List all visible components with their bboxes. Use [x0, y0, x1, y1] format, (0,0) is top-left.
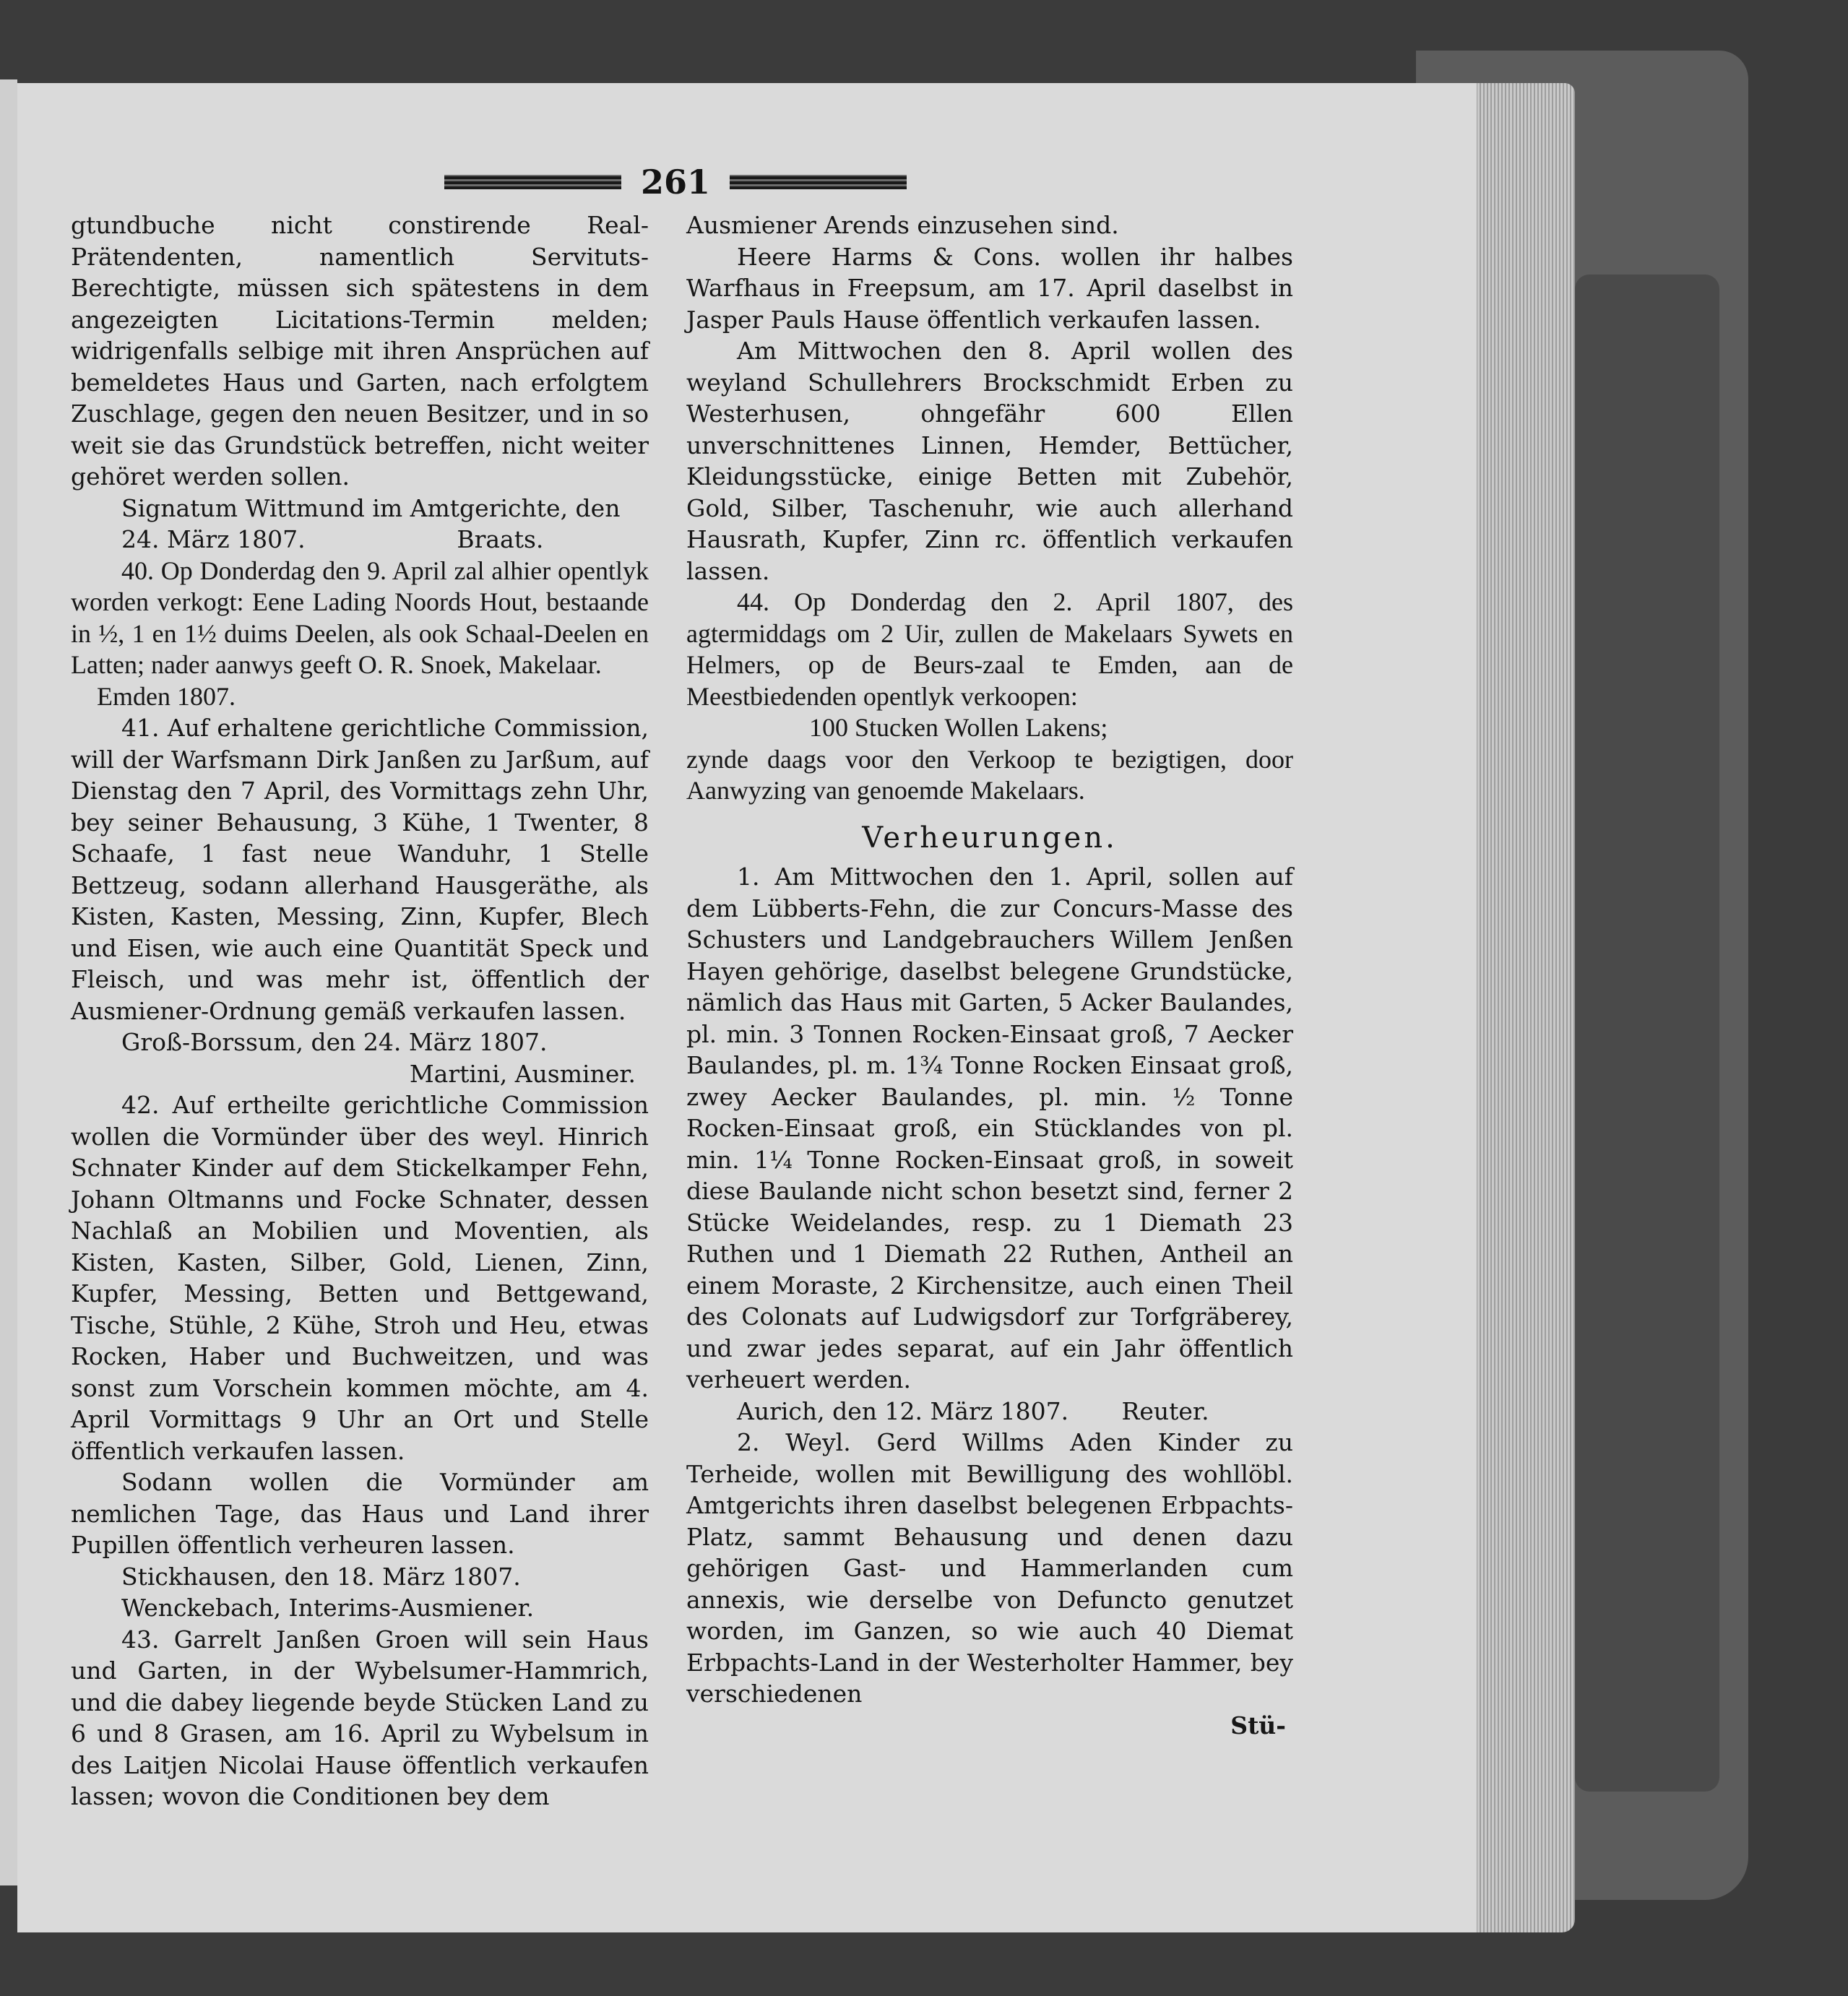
paragraph: zynde daags voor den Verkoop te bezigtigen, door Aanwyzing van genoemde Makelaars. [686, 744, 1293, 805]
paragraph: Ausmiener Arends einzusehen sind. [686, 211, 1119, 239]
signature-line: Signatum Wittmund im Amtgerichte, den [121, 493, 621, 522]
signature: Martini, Ausminer. [409, 1059, 636, 1088]
previous-page-edge [0, 79, 17, 1885]
left-column [71, 209, 649, 1813]
paragraph: 42. Auf ertheilte gerichtliche Commission wollen die Vormünder über des weyl. Hinrich Schnater Kinder auf dem Stickelkamper Fehn, Johann Oltmanns und Focke Schnater, dessen Nachlaß an Mobilien und Moventien, als Kisten, Kasten, Silber, Gold, Lienen, Zinn, Kupfer, Messing, Betten und Bettgewand, Tische, Stühle, 2 Kühe, Stroh und Heu, etwas Rocken, Haber und Buchweitzen, und was sonst zum Vorschein kommen möchte, am 4. April Vormittags 9 Uhr an Ort und Stelle öffentlich verkaufen lassen. [71, 1091, 649, 1465]
item-line: 100 Stucken Wollen Lakens; [809, 713, 1108, 742]
header-rule-left [444, 175, 621, 189]
paragraph: 40. Op Donderdag den 9. April zal alhier opentlyk worden verkogt: Eene Lading Noords Hout, bestaande in ½, 1 en 1½ duims Deelen, als ook Schaal-Deelen en Latten; nader aanwys geeft O. R. Snoek, Makelaar. [71, 556, 649, 679]
paragraph: 1. Am Mittwochen den 1. April, sollen auf dem Lübberts-Fehn, die zur Concurs-Masse des Schusters und Landgebrauchers Willem Jenßen Hayen gehörige, daselbst belegene Grundstücke, nämlich das Haus mit Garten, 5 Acker Baulandes, pl. min. 3 Tonnen Rocken-Einsaat groß, 7 Aecker Baulandes, pl. m. 1¾ Tonne Rocken Einsaat groß, zwey Aecker Baulandes, pl. min. ½ Tonne Rocken-Einsaat groß, ein Stücklandes von pl. min. 1¼ Tonne Rocken-Einsaat groß, in soweit diese Baulande nicht schon besetzt sind, ferner 2 Stücke Weidelandes, resp. zu 1 Diemath 23 Ruthen und 1 Diemath 22 Ruthen, Antheil an einem Moraste, 2 Kirchensitze, auch einen Theil des Colonats auf Ludwigsdorf zur Torfgräberey, und zwar jedes separat, auf ein Jahr öffentlich verheuert werden. [686, 863, 1293, 1394]
place-date: Groß-Borssum, den 24. März 1807. [121, 1028, 548, 1056]
cover-inner-shadow [1575, 275, 1719, 1792]
signature: Wenckebach, Interims-Ausmiener. [121, 1594, 535, 1622]
paragraph: Am Mittwochen den 8. April wollen des weyland Schullehrers Brockschmidt Erben zu Westerhusen, ohngefähr 600 Ellen unverschnittenes Linnen, Hemder, Bettücher, Kleidungsstücke, einige Betten mit Zubehör, Gold, Silber, Taschenuhr, wie auch allerhand Hausrath, Kupfer, Zinn rc. öffentlich verkaufen lassen. [686, 337, 1293, 585]
paragraph: gtundbuche nicht constirende Real-Prätendenten, namentlich Servituts-Berechtigte, müssen sich spätestens in dem angezeigten Licitations-Termin melden; widrigenfalls selbige mit ihren Ansprüchen auf bemeldetes Haus und Garten, nach erfolgtem Zuschlage, gegen den neuen Besitzer, und in so weit sie das Grundstück betreffen, nicht weiter gehöret werden sollen. [71, 211, 649, 491]
right-column [686, 209, 1293, 1741]
header-rule-right [730, 175, 907, 189]
paragraph: 2. Weyl. Gerd Willms Aden Kinder zu Terheide, wollen mit Bewilligung des wohllöbl. Amtgerichts ihren daselbst belegenen Erbpachts-Platz, sammt Behausung und denen dazu gehörigen Gast- und Hammerlanden cum annexis, wie derselbe von Defuncto genutzet worden, im Ganzen, so wie auch 40 Diemat Erbpachts-Land in der Westerholter Hammer, bey verschiedenen [686, 1428, 1293, 1708]
paragraph: 41. Auf erhaltene gerichtliche Commission, will der Warfsmann Dirk Janßen zu Jarßum, auf Dienstag den 7 April, des Vormittags zehn Uhr, bey seiner Behausung, 3 Kühe, 1 Twenter, 8 Schaafe, 1 fast neue Wanduhr, 1 Stelle Bettzeug, sodann allerhand Hausgeräthe, als Kisten, Kasten, Messing, Zinn, Kupfer, Blech und Eisen, wie auch eine Quantität Speck und Fleisch, und was mehr ist, öffentlich der Ausmiener-Ordnung gemäß verkaufen lassen. [71, 714, 649, 1025]
page-header [444, 160, 907, 204]
catchword: Stü- [1230, 1711, 1286, 1740]
paragraph: Sodann wollen die Vormünder am nemlichen Tage, das Haus und Land ihrer Pupillen öffentlich verheuren lassen. [71, 1468, 649, 1559]
section-heading: Verheurungen. [862, 821, 1118, 855]
place-date: Emden 1807. [97, 681, 236, 711]
place-date: Stickhausen, den 18. März 1807. [121, 1562, 521, 1591]
page-number: 261 [640, 163, 711, 202]
paragraph: 43. Garrelt Janßen Groen will sein Haus und Garten, in der Wybelsumer-Hammrich, und die dabey liegende beyde Stücken Land zu 6 und 8 Grasen, am 16. April zu Wybelsum in des Laitjen Nicolai Hause öffentlich verkaufen lassen; wovon die Conditionen bey dem [71, 1625, 649, 1810]
place-date: Aurich, den 12. März 1807. Reuter. [737, 1396, 1209, 1425]
page-edges [1467, 83, 1575, 1932]
paragraph: 44. Op Donderdag den 2. April 1807, des agtermiddags om 2 Uir, zullen de Makelaars Sywets en Helmers, op de Beurs-zaal te Emden, aan de Meestbiedenden opentlyk verkoopen: [686, 587, 1293, 711]
date-signature: 24. März 1807. Braats. [121, 525, 544, 553]
paragraph: Heere Harms & Cons. wollen ihr halbes Warfhaus in Freepsum, am 17. April daselbst in Jasper Pauls Hause öffentlich verkaufen lassen. [686, 242, 1293, 334]
